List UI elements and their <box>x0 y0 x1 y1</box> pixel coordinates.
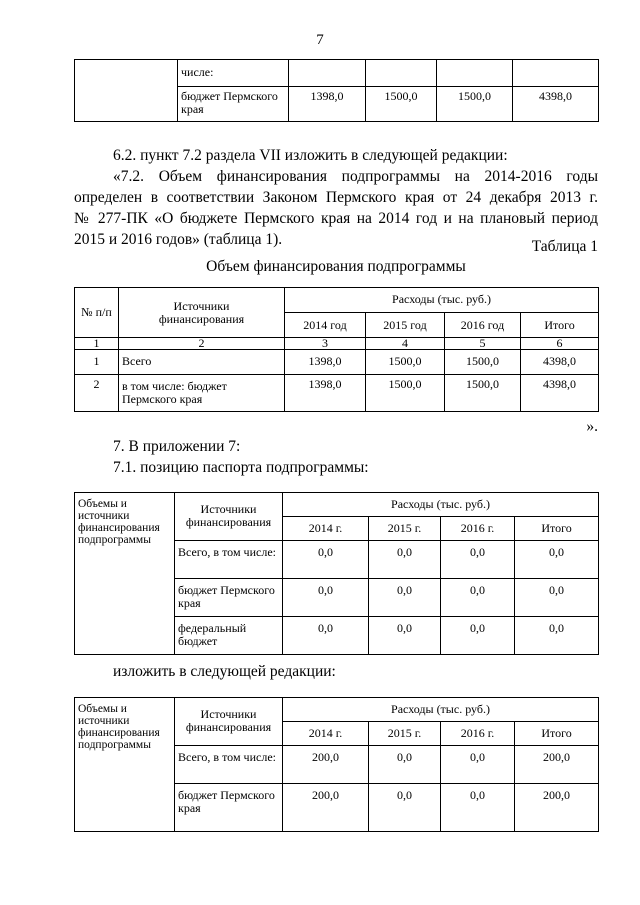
row-value: 4398,0 <box>521 375 599 412</box>
index-cell: 1 <box>75 338 119 350</box>
row-value: 1500,0 <box>366 375 445 412</box>
header-sources: Источники финансирования <box>119 288 285 338</box>
header-total: Итого <box>515 517 599 541</box>
volume-cell: Объемы и источники финансирования подпрограммы <box>75 698 175 832</box>
paragraph-new-redaction: изложить в следующей редакции: <box>113 663 336 680</box>
row-value: 0,0 <box>441 541 515 579</box>
financing-table <box>74 287 599 412</box>
header-year: 2014 г. <box>283 517 369 541</box>
paragraph-7-2 <box>74 166 598 250</box>
row-value: 0,0 <box>283 579 369 617</box>
row-num: 1 <box>75 350 119 375</box>
paragraph-7-2-line: определен в соответствии Законом Пермского края от 24 декабря 2013 г. <box>74 189 598 206</box>
row-value: 0,0 <box>515 541 599 579</box>
table-title: Объем финансирования подпрограммы <box>206 258 466 275</box>
row-value: 0,0 <box>515 617 599 655</box>
row-value: 0,0 <box>369 784 441 832</box>
row-label: Всего <box>119 350 285 375</box>
header-total: Итого <box>515 722 599 746</box>
row-value: 0,0 <box>369 579 441 617</box>
top-table-value: 4398,0 <box>513 87 599 122</box>
row-value: 0,0 <box>369 541 441 579</box>
paragraph-7: 7. В приложении 7: <box>113 438 241 455</box>
row-value: 200,0 <box>515 784 599 832</box>
header-num: № п/п <box>75 288 119 338</box>
page-number: 7 <box>316 32 324 48</box>
index-cell: 2 <box>119 338 285 350</box>
row-value: 200,0 <box>283 746 369 784</box>
paragraph-6-2: 6.2. пункт 7.2 раздела VII изложить в следующей редакции: <box>113 147 508 164</box>
row-value: 0,0 <box>369 746 441 784</box>
header-expenses: Расходы (тыс. руб.) <box>283 698 599 722</box>
row-value: 0,0 <box>441 579 515 617</box>
row-value: 1500,0 <box>445 375 521 412</box>
row-value: 0,0 <box>515 579 599 617</box>
index-cell: 6 <box>521 338 599 350</box>
row-label: бюджет Пермского края <box>175 579 283 617</box>
top-table-value: 1500,0 <box>437 87 513 122</box>
header-year: 2014 год <box>285 313 366 338</box>
row-value: 0,0 <box>441 617 515 655</box>
paragraph-7-2-line: «7.2. Объем финансирования подпрограммы на 2014-2016 годы <box>113 168 598 185</box>
index-cell: 3 <box>285 338 366 350</box>
header-year: 2015 г. <box>369 517 441 541</box>
header-sources: Источники финансирования <box>175 698 283 746</box>
volume-cell: Объемы и источники финансирования подпрограммы <box>75 493 175 655</box>
header-total: Итого <box>521 313 599 338</box>
row-value: 0,0 <box>369 617 441 655</box>
row-value: 4398,0 <box>521 350 599 375</box>
row-label: федеральный бюджет <box>175 617 283 655</box>
header-year: 2015 г. <box>369 722 441 746</box>
row-value: 1500,0 <box>445 350 521 375</box>
row-label: Всего, в том числе: <box>175 746 283 784</box>
row-label: в том числе: бюджет Пермского края <box>119 375 285 412</box>
header-year: 2016 г. <box>441 722 515 746</box>
top-table-value: 1398,0 <box>289 87 366 122</box>
closing-quote: ». <box>586 418 598 435</box>
row-value: 200,0 <box>283 784 369 832</box>
index-cell: 4 <box>366 338 445 350</box>
row-label: Всего, в том числе: <box>175 541 283 579</box>
row-value: 1398,0 <box>285 350 366 375</box>
top-table-row1-label: числе: <box>178 60 289 87</box>
index-cell: 5 <box>445 338 521 350</box>
table-caption: Таблица 1 <box>531 238 598 255</box>
row-value: 0,0 <box>441 746 515 784</box>
top-table-empty-cell <box>75 60 178 122</box>
row-value: 1500,0 <box>366 350 445 375</box>
top-table <box>74 59 599 122</box>
header-year: 2016 год <box>445 313 521 338</box>
table-row <box>75 350 599 375</box>
header-expenses: Расходы (тыс. руб.) <box>283 493 599 517</box>
header-expenses: Расходы (тыс. руб.) <box>285 288 599 313</box>
row-value: 200,0 <box>515 746 599 784</box>
header-year: 2016 г. <box>441 517 515 541</box>
paragraph-7-2-line: 2015 и 2016 годов» (таблица 1). <box>74 231 283 248</box>
passport-table-new <box>74 697 599 832</box>
paragraph-7-2-line: № 277-ПК «О бюджете Пермского края на 2014 год и на плановый период <box>74 210 598 227</box>
row-value: 0,0 <box>283 617 369 655</box>
header-year: 2014 г. <box>283 722 369 746</box>
row-label: бюджет Пермского края <box>175 784 283 832</box>
paragraph-7-1: 7.1. позицию паспорта подпрограммы: <box>113 459 369 476</box>
header-year: 2015 год <box>366 313 445 338</box>
row-value: 0,0 <box>441 784 515 832</box>
row-value: 1398,0 <box>285 375 366 412</box>
top-table-value: 1500,0 <box>366 87 437 122</box>
table-row <box>75 375 599 412</box>
top-table-row2-label: бюджет Пермского края <box>178 87 289 122</box>
row-num: 2 <box>75 375 119 412</box>
row-value: 0,0 <box>283 541 369 579</box>
passport-table-old <box>74 492 599 655</box>
header-sources: Источники финансирования <box>175 493 283 541</box>
